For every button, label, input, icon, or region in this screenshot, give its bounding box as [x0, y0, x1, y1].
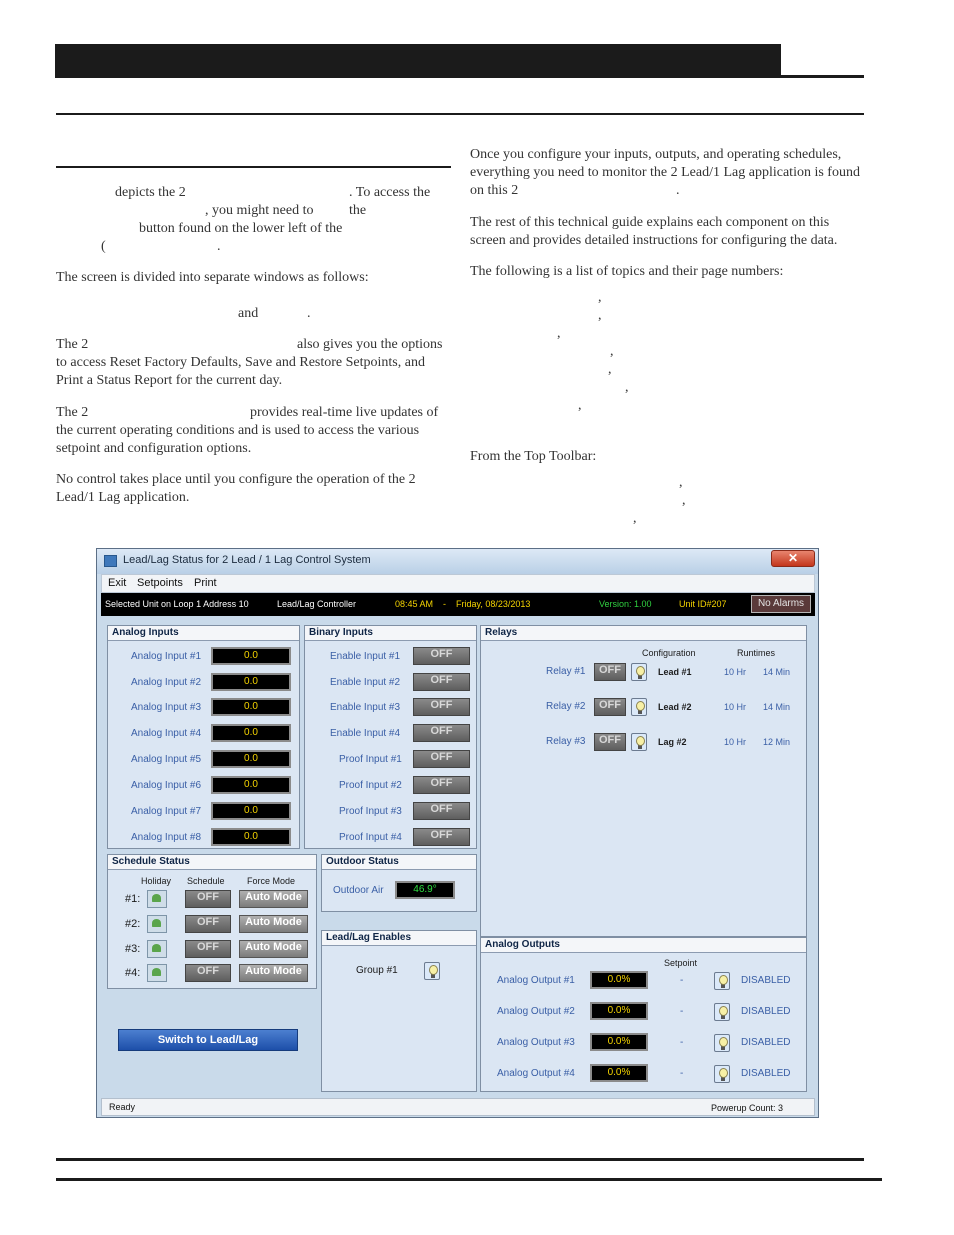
analog-output-state: DISABLED	[741, 1068, 791, 1079]
binary-input-label: Proof Input #3	[339, 806, 402, 817]
toc-comma: ,	[557, 326, 561, 341]
left-text: The screen is divided into separate windows as follows:	[56, 270, 369, 285]
right-text: The rest of this technical guide explains each component on this	[470, 215, 830, 230]
ready-text: Ready	[109, 1102, 136, 1112]
left-text: .	[307, 306, 311, 321]
app-window	[96, 548, 819, 1118]
left-text: the	[349, 203, 367, 218]
analog-input-value: 0.0	[211, 776, 291, 794]
relay-state[interactable]: OFF	[594, 733, 626, 751]
analog-output-label: Analog Output #2	[497, 1006, 575, 1017]
binary-input-state[interactable]: OFF	[413, 698, 470, 716]
analog-input-label: Analog Input #8	[131, 832, 202, 843]
binary-input-label: Proof Input #4	[339, 832, 402, 843]
analog-inputs-title: Analog Inputs	[108, 626, 299, 641]
runtimes-header: Runtimes	[737, 648, 776, 658]
schedule-state[interactable]: OFF	[185, 915, 231, 933]
right-text: The following is a list of topics and their page numbers:	[470, 264, 784, 279]
analog-input-value: 0.0	[211, 724, 291, 742]
binary-input-state[interactable]: OFF	[413, 776, 470, 794]
toc-comma: ,	[679, 475, 683, 490]
analog-outputs-title: Analog Outputs	[481, 938, 806, 953]
relay-label: Relay #2	[546, 701, 586, 712]
analog-output-setpoint: -	[680, 1037, 684, 1048]
menu-exit[interactable]: Exit	[108, 577, 127, 589]
selected-unit-text: Selected Unit on Loop 1 Address 10	[105, 599, 249, 609]
schedule-state[interactable]: OFF	[185, 964, 231, 982]
analog-input-value: 0.0	[211, 750, 291, 768]
outdoor-air-label: Outdoor Air	[333, 885, 384, 896]
binary-input-state[interactable]: OFF	[413, 673, 470, 691]
menu-setpoints[interactable]: Setpoints	[137, 577, 183, 589]
header-accent-line	[781, 75, 864, 78]
footer-rule	[56, 1158, 864, 1161]
footer-rule-bottom	[56, 1178, 882, 1181]
left-text: (	[101, 239, 106, 254]
toc-comma: ,	[625, 380, 629, 395]
left-text: provides real-time live updates of	[250, 405, 439, 420]
binary-input-state[interactable]: OFF	[413, 724, 470, 742]
bulb-icon[interactable]	[714, 972, 730, 990]
time-text: 08:45 AM	[395, 599, 434, 609]
bulb-icon[interactable]	[424, 962, 440, 980]
relay-label: Relay #1	[546, 666, 586, 677]
relay-hours: 10 Hr	[724, 667, 747, 677]
force-mode-button[interactable]: Auto Mode	[239, 890, 308, 908]
relay-hours: 10 Hr	[724, 737, 747, 747]
binary-input-state[interactable]: OFF	[413, 802, 470, 820]
relay-minutes: 14 Min	[763, 667, 791, 677]
relays-panel	[480, 625, 807, 937]
toc-comma: ,	[610, 344, 614, 359]
schedule-row-label: #1:	[125, 893, 141, 905]
lead-lag-enables-panel	[321, 930, 477, 1092]
relay-state[interactable]: OFF	[594, 663, 626, 681]
toc-comma: ,	[598, 290, 602, 305]
holiday-icon[interactable]	[147, 915, 167, 933]
force-mode-button[interactable]: Auto Mode	[239, 964, 308, 982]
right-text: everything you need to monitor the 2 Lead/1 Lag application is found	[470, 165, 860, 180]
holiday-icon[interactable]	[147, 940, 167, 958]
binary-input-state[interactable]: OFF	[413, 750, 470, 768]
app-icon	[104, 555, 117, 567]
relay-hours: 10 Hr	[724, 702, 747, 712]
date-text: Friday, 08/23/2013	[456, 599, 531, 609]
binary-input-label: Enable Input #2	[330, 677, 401, 688]
analog-input-value: 0.0	[211, 647, 291, 665]
left-text: the current operating conditions and is used to access the various	[56, 423, 420, 438]
window-status-bar	[101, 1098, 815, 1116]
left-text: . To access the	[349, 185, 431, 200]
analog-input-label: Analog Input #4	[131, 728, 202, 739]
analog-outputs-panel	[480, 937, 807, 1092]
left-text: and	[238, 306, 259, 321]
bulb-icon[interactable]	[714, 1065, 730, 1083]
right-text: From the Top Toolbar:	[470, 449, 597, 464]
header-bar	[55, 44, 781, 78]
analog-input-value: 0.0	[211, 802, 291, 820]
left-text: Lead/1 Lag application.	[56, 490, 190, 505]
analog-output-label: Analog Output #1	[497, 975, 575, 986]
analog-output-state: DISABLED	[741, 1006, 791, 1017]
analog-output-setpoint: -	[680, 975, 684, 986]
lead-lag-enables-title: Lead/Lag Enables	[322, 931, 476, 946]
alarms-button[interactable]: No Alarms	[751, 595, 811, 613]
binary-inputs-title: Binary Inputs	[305, 626, 476, 641]
binary-input-state[interactable]: OFF	[413, 828, 470, 846]
analog-input-value: 0.0	[211, 698, 291, 716]
menu-print[interactable]: Print	[194, 577, 217, 589]
outdoor-air-value: 46.9°	[395, 881, 455, 899]
analog-input-value: 0.0	[211, 673, 291, 691]
left-text: No control takes place until you configure the operation of the 2	[56, 472, 416, 487]
binary-input-label: Proof Input #2	[339, 780, 402, 791]
analog-output-state: DISABLED	[741, 975, 791, 986]
analog-output-setpoint: -	[680, 1006, 684, 1017]
toc-comma: ,	[682, 493, 686, 508]
relay-minutes: 14 Min	[763, 702, 791, 712]
version-text: Version: 1.00	[599, 599, 652, 609]
analog-output-value: 0.0%	[590, 1002, 648, 1020]
analog-input-label: Analog Input #5	[131, 754, 202, 765]
right-text: on this 2	[470, 183, 519, 198]
holiday-header: Holiday	[141, 876, 172, 886]
schedule-header: Schedule	[187, 876, 225, 886]
unit-id-text: Unit ID#207	[679, 599, 727, 609]
outdoor-status-title: Outdoor Status	[322, 855, 476, 870]
right-text: Once you configure your inputs, outputs, and operating schedules,	[470, 147, 842, 162]
schedule-status-panel	[107, 854, 317, 989]
relay-config: Lead #2	[658, 702, 692, 712]
analog-output-value: 0.0%	[590, 1033, 648, 1051]
binary-input-label: Enable Input #3	[330, 702, 401, 713]
analog-input-label: Analog Input #6	[131, 780, 202, 791]
close-button[interactable]: ✕	[771, 550, 815, 567]
schedule-row-label: #4:	[125, 967, 141, 979]
left-text: depicts the 2	[115, 185, 186, 200]
analog-input-label: Analog Input #2	[131, 677, 202, 688]
bell-icon[interactable]	[631, 698, 647, 716]
relay-config: Lead #1	[658, 667, 692, 677]
analog-inputs-panel	[107, 625, 300, 849]
toc-comma: ,	[633, 511, 637, 526]
binary-input-label: Enable Input #1	[330, 651, 401, 662]
header-rule	[56, 113, 864, 115]
relays-title: Relays	[481, 626, 806, 641]
analog-input-label: Analog Input #7	[131, 806, 202, 817]
force-mode-header: Force Mode	[247, 876, 296, 886]
schedule-state[interactable]: OFF	[185, 890, 231, 908]
left-text: The 2	[56, 405, 89, 420]
analog-input-value: 0.0	[211, 828, 291, 846]
toc-comma: ,	[578, 398, 582, 413]
status-line	[101, 593, 815, 616]
left-text: button found on the lower left of the	[139, 221, 343, 236]
outdoor-status-panel	[321, 854, 477, 912]
dash-text: -	[443, 599, 446, 609]
binary-input-state[interactable]: OFF	[413, 647, 470, 665]
analog-output-state: DISABLED	[741, 1037, 791, 1048]
schedule-status-title: Schedule Status	[108, 855, 316, 870]
configuration-header: Configuration	[642, 648, 696, 658]
analog-output-setpoint: -	[680, 1068, 684, 1079]
binary-input-label: Proof Input #1	[339, 754, 402, 765]
toc-comma: ,	[608, 362, 612, 377]
holiday-icon[interactable]	[147, 890, 167, 908]
left-text: setpoint and configuration options.	[56, 441, 252, 456]
menu-bar	[101, 574, 815, 593]
right-text: .	[676, 183, 680, 198]
force-mode-button[interactable]: Auto Mode	[239, 915, 308, 933]
schedule-row-label: #3:	[125, 943, 141, 955]
relay-minutes: 12 Min	[763, 737, 791, 747]
binary-inputs-panel	[304, 625, 477, 849]
binary-input-label: Enable Input #4	[330, 728, 401, 739]
analog-input-label: Analog Input #1	[131, 651, 202, 662]
analog-output-value: 0.0%	[590, 971, 648, 989]
controller-text: Lead/Lag Controller	[277, 599, 357, 609]
group-label: Group #1	[356, 965, 398, 976]
setpoint-header: Setpoint	[664, 958, 698, 968]
bulb-icon[interactable]	[714, 1034, 730, 1052]
left-text: , you might need to	[205, 203, 314, 218]
window-title: Lead/Lag Status for 2 Lead / 1 Lag Control System	[123, 554, 371, 566]
schedule-state[interactable]: OFF	[185, 940, 231, 958]
analog-input-label: Analog Input #3	[131, 702, 202, 713]
force-mode-button[interactable]: Auto Mode	[239, 940, 308, 958]
left-text: Print a Status Report for the current day.	[56, 373, 283, 388]
powerup-count: Powerup Count: 3	[711, 1103, 784, 1113]
relay-config: Lag #2	[658, 737, 687, 747]
schedule-row-label: #2:	[125, 918, 141, 930]
bulb-icon[interactable]	[714, 1003, 730, 1021]
bell-icon[interactable]	[631, 663, 647, 681]
bell-icon[interactable]	[631, 733, 647, 751]
left-text: also gives you the options	[297, 337, 443, 352]
analog-output-value: 0.0%	[590, 1064, 648, 1082]
right-text: screen and provides detailed instructions for configuring the data.	[470, 233, 838, 248]
relay-label: Relay #3	[546, 736, 586, 747]
left-text: to access Reset Factory Defaults, Save and Restore Setpoints, and	[56, 355, 425, 370]
analog-output-label: Analog Output #3	[497, 1037, 575, 1048]
switch-to-lead-lag-button[interactable]: Switch to Lead/Lag	[118, 1029, 298, 1051]
holiday-icon[interactable]	[147, 964, 167, 982]
left-text: .	[217, 239, 221, 254]
window-titlebar	[97, 549, 818, 574]
analog-output-label: Analog Output #4	[497, 1068, 575, 1079]
relay-state[interactable]: OFF	[594, 698, 626, 716]
section-rule	[56, 166, 451, 168]
toc-comma: ,	[598, 308, 602, 323]
left-text: The 2	[56, 337, 89, 352]
